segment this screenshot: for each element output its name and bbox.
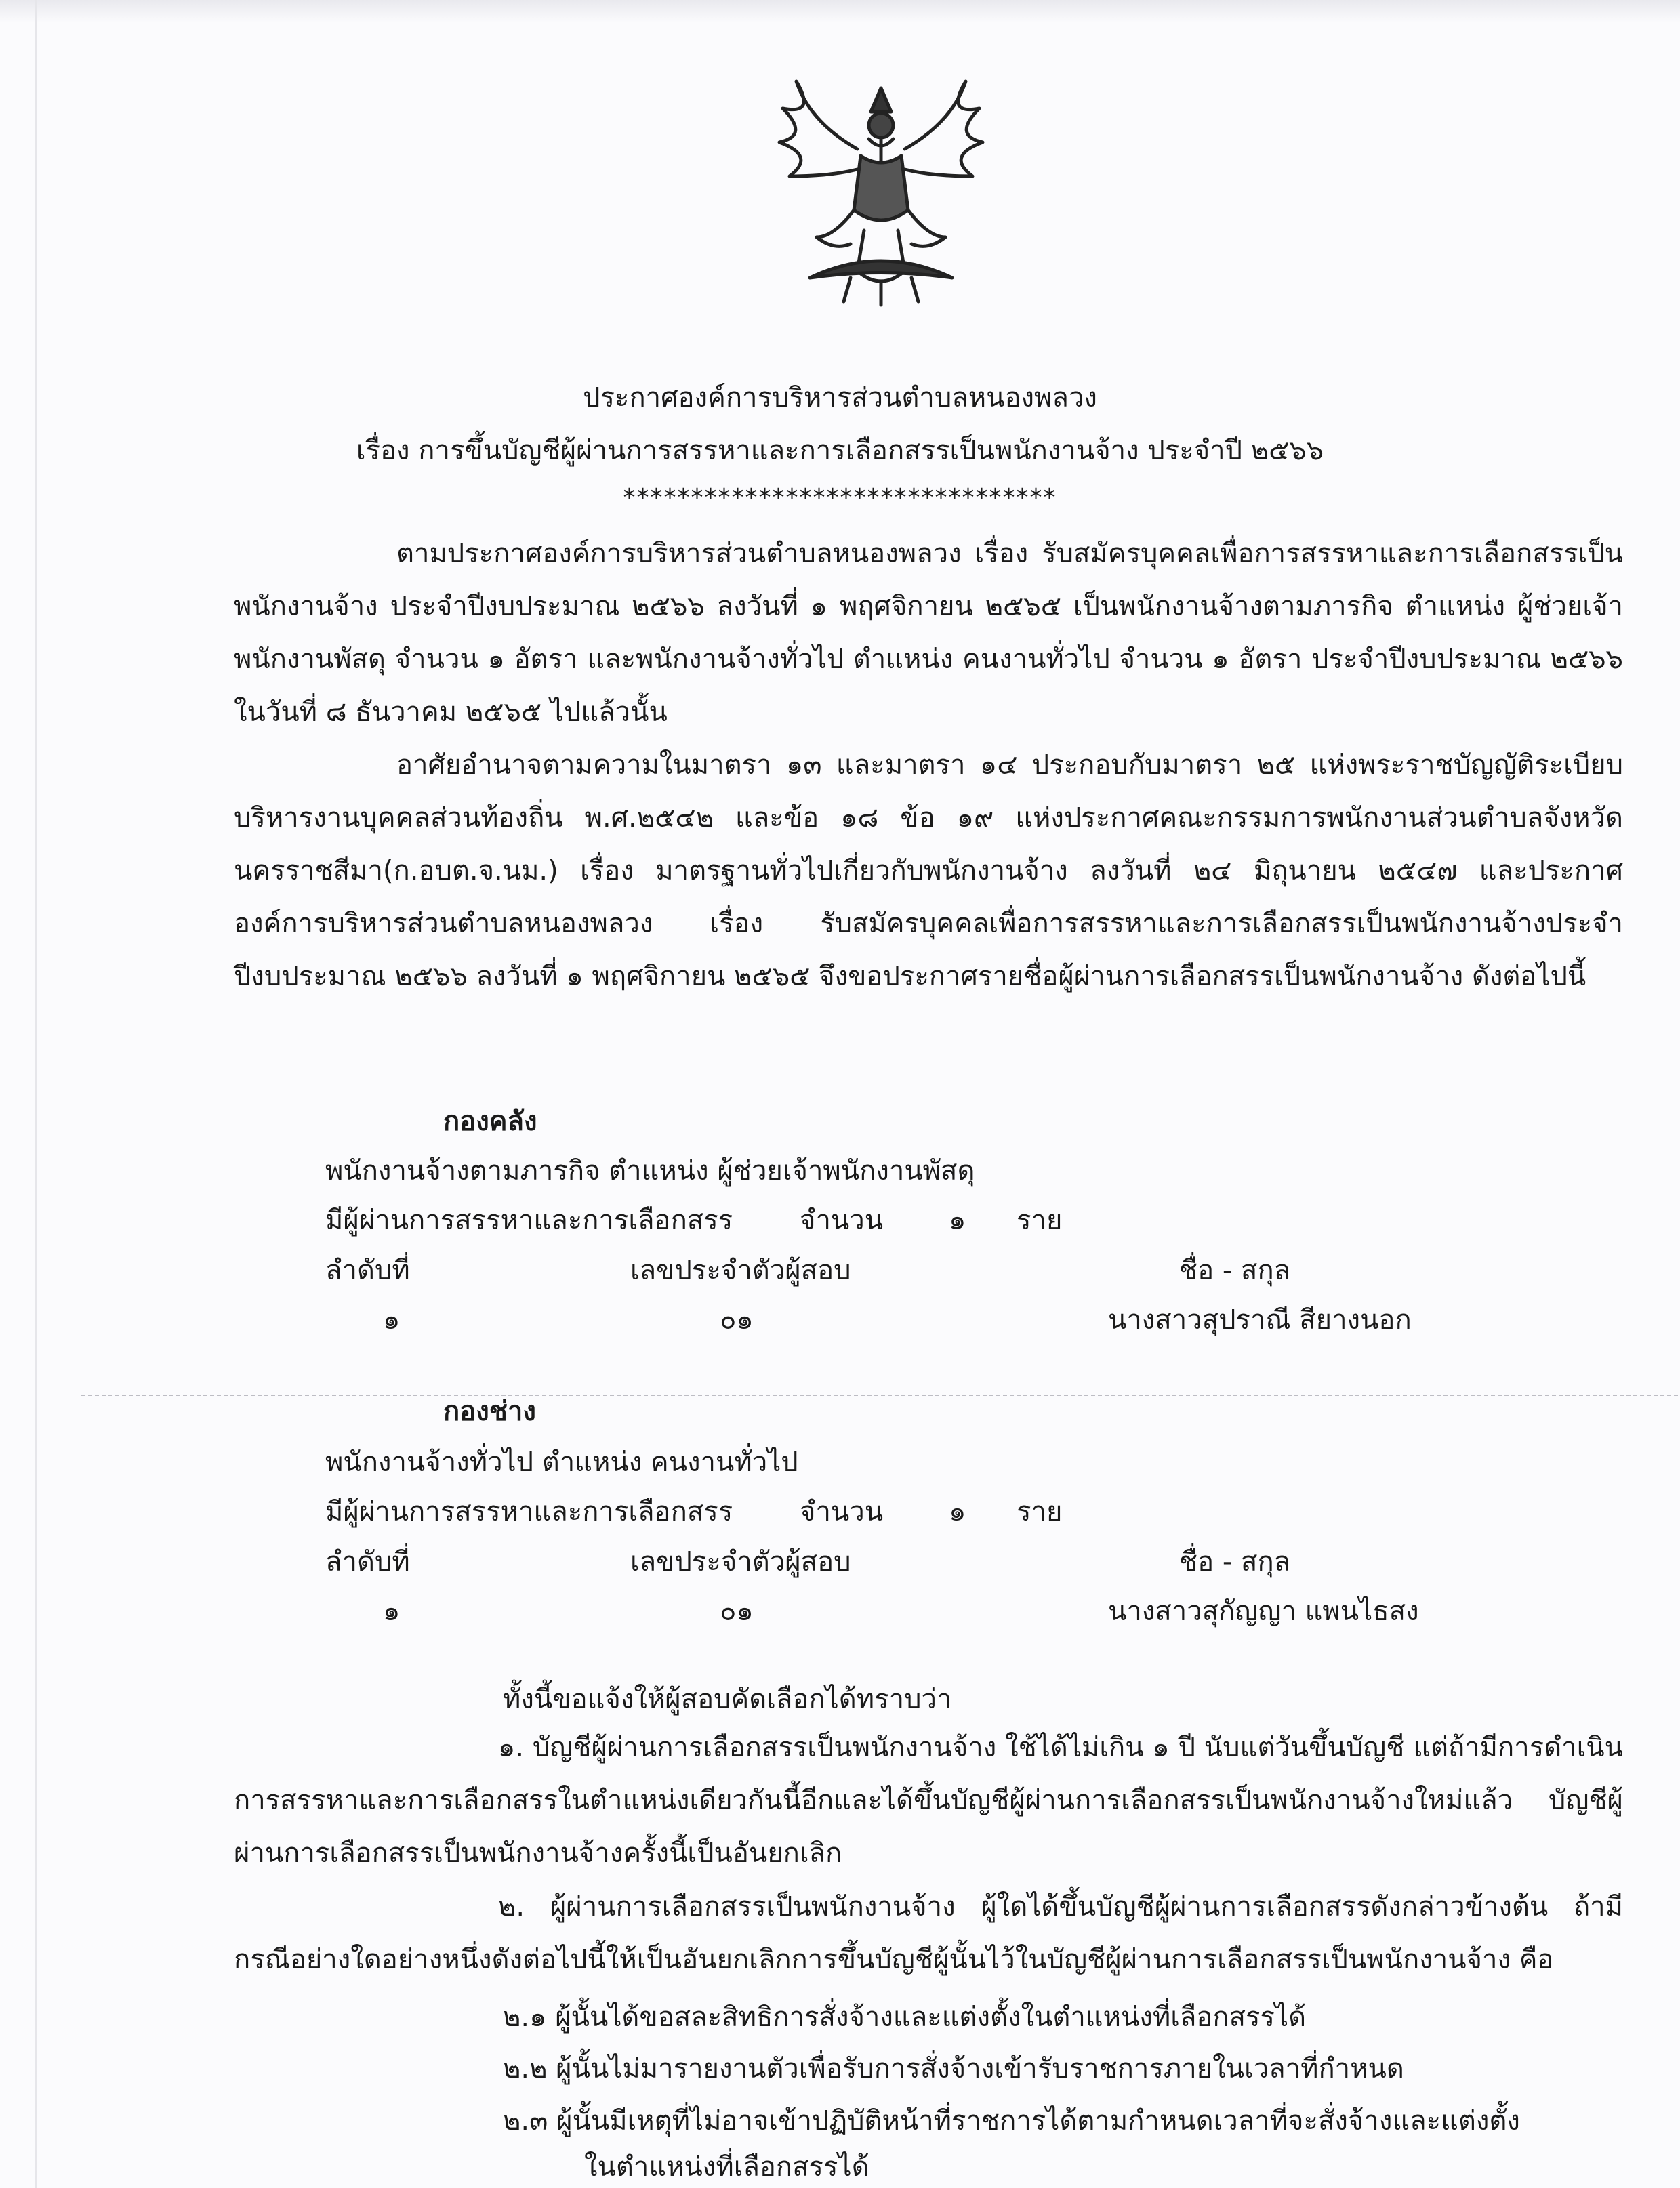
position-line-2: พนักงานจ้างทั่วไป ตำแหน่ง คนงานทั่วไป	[325, 1447, 798, 1478]
announcement-subject: เรื่อง การขึ้นบัญชีผู้ผ่านการสรรหาและการเลือกสรรเป็นพนักงานจ้าง ประจำปี ๒๕๖๖	[356, 435, 1324, 466]
notice-item-1: ๑. บัญชีผู้ผ่านการเลือกสรรเป็นพนักงานจ้าง ใช้ได้ไม่เกิน ๑ ปี นับแต่วันขึ้นบัญชี แต่ถ้ามีการดำเนินการสรรหาและการเลือกสรรในตำแหน่งเดียวกันนี้อีกและได้ขึ้นบัญชีผู้ผ่านการเลือกสรรเป็นพนักงานจ้างใหม่แล้ว บัญชีผู้ผ่านการเลือกสรรเป็นพนักงานจ้างครั้งนี้เป็นอันยกเลิก	[234, 1732, 1623, 1869]
notice-sub-3-line-2: ในตำแหน่งที่เลือกสรรได้	[584, 2151, 869, 2183]
count-label-2: มีผู้ผ่านการสรรหาและการเลือกสรร	[325, 1496, 733, 1527]
title-separator: ********************************	[623, 484, 1057, 512]
col-id-1: เลขประจำตัวผู้สอบ	[630, 1255, 851, 1286]
count-word-1: จำนวน	[800, 1205, 884, 1236]
division-heading-2: กองช่าง	[443, 1396, 536, 1427]
col-name-1: ชื่อ - สกุล	[1179, 1255, 1291, 1286]
scan-left-edge	[35, 0, 37, 2188]
row-name-1: นางสาวสุปราณี สียางนอก	[1108, 1304, 1412, 1336]
col-order-2: ลำดับที่	[325, 1546, 410, 1577]
paragraph-1: ตามประกาศองค์การบริหารส่วนตำบลหนองพลวง เรื่อง รับสมัครบุคคลเพื่อการสรรหาและการเลือกสรรเป็นพนักงานจ้าง ประจำปีงบประมาณ ๒๕๖๖ ลงวันที่ ๑ พฤศจิกายน ๒๕๖๕ เป็นพนักงานจ้างตามภารกิจ ตำแหน่ง ผู้ช่วยเจ้าพนักงานพัสดุ จำนวน ๑ อัตรา และพนักงานจ้างทั่วไป ตำแหน่ง คนงานทั่วไป จำนวน ๑ อัตรา ประจำปีงบประมาณ ๒๕๖๖ ในวันที่ ๘ ธันวาคม ๒๕๖๕ ไปแล้วนั้น	[234, 538, 1624, 728]
row-id-1: ๐๑	[720, 1304, 754, 1336]
count-value-2: ๑	[949, 1496, 966, 1527]
row-order-2: ๑	[383, 1596, 401, 1627]
col-name-2: ชื่อ - สกุล	[1179, 1546, 1291, 1577]
scan-top-shadow	[0, 0, 1680, 23]
garuda-emblem-icon	[769, 75, 993, 308]
count-value-1: ๑	[949, 1205, 966, 1236]
notice-sub-3-line-1: ๒.๓ ผู้นั้นมีเหตุที่ไม่อาจเข้าปฏิบัติหน้าที่ราชการได้ตามกำหนดเวลาที่จะสั่งจ้างและแต่งตั้ง	[503, 2105, 1520, 2137]
notice-sub-2: ๒.๒ ผู้นั้นไม่มารายงานตัวเพื่อรับการสั่งจ้างเข้ารับราชการภายในเวลาที่กำหนด	[503, 2053, 1404, 2084]
col-id-2: เลขประจำตัวผู้สอบ	[630, 1546, 851, 1577]
announcement-title: ประกาศองค์การบริหารส่วนตำบลหนองพลวง	[583, 382, 1097, 413]
count-unit-1: ราย	[1017, 1205, 1063, 1236]
notice-sub-1: ๒.๑ ผู้นั้นได้ขอสละสิทธิการสั่งจ้างและแต่งตั้งในตำแหน่งที่เลือกสรรได้	[503, 2002, 1307, 2033]
scan-fold-line	[81, 1395, 1680, 1396]
count-word-2: จำนวน	[800, 1496, 884, 1527]
count-unit-2: ราย	[1017, 1496, 1063, 1527]
row-name-2: นางสาวสุกัญญา แพนไธสง	[1108, 1596, 1419, 1627]
col-order-1: ลำดับที่	[325, 1255, 410, 1286]
notice-intro: ทั้งนี้ขอแจ้งให้ผู้สอบคัดเลือกได้ทราบว่า	[503, 1684, 952, 1715]
count-label-1: มีผู้ผ่านการสรรหาและการเลือกสรร	[325, 1205, 733, 1236]
division-heading-1: กองคลัง	[443, 1106, 537, 1137]
row-order-1: ๑	[383, 1304, 401, 1336]
notice-item-2: ๒. ผู้ผ่านการเลือกสรรเป็นพนักงานจ้าง ผู้ใดได้ขึ้นบัญชีผู้ผ่านการเลือกสรรดังกล่าวข้างต้น ถ้ามีกรณีอย่างใดอย่างหนึ่งดังต่อไปนี้ให้เป็นอันยกเลิกการขึ้นบัญชีผู้นั้นไว้ในบัญชีผู้ผ่านการเลือกสรรเป็นพนักงานจ้าง คือ	[234, 1891, 1623, 1975]
position-line-1: พนักงานจ้างตามภารกิจ ตำแหน่ง ผู้ช่วยเจ้าพนักงานพัสดุ	[325, 1155, 975, 1186]
row-id-2: ๐๑	[720, 1596, 754, 1627]
paragraph-2: อาศัยอำนาจตามความในมาตรา ๑๓ และมาตรา ๑๔ ประกอบกับมาตรา ๒๕ แห่งพระราชบัญญัติระเบียบบริหารงานบุคคลส่วนท้องถิ่น พ.ศ.๒๕๔๒ และข้อ ๑๘ ข้อ ๑๙ แห่งประกาศคณะกรรมการพนักงานส่วนตำบลจังหวัดนครราชสีมา(ก.อบต.จ.นม.) เรื่อง มาตรฐานทั่วไปเกี่ยวกับพนักงานจ้าง ลงวันที่ ๒๔ มิถุนายน ๒๕๔๗ และประกาศองค์การบริหารส่วนตำบลหนองพลวง เรื่อง รับสมัครบุคคลเพื่อการสรรหาและการเลือกสรรเป็นพนักงานจ้างประจำปีงบประมาณ ๒๕๖๖ ลงวันที่ ๑ พฤศจิกายน ๒๕๖๕ จึงขอประกาศรายชื่อผู้ผ่านการเลือกสรรเป็นพนักงานจ้าง ดังต่อไปนี้	[234, 749, 1623, 992]
